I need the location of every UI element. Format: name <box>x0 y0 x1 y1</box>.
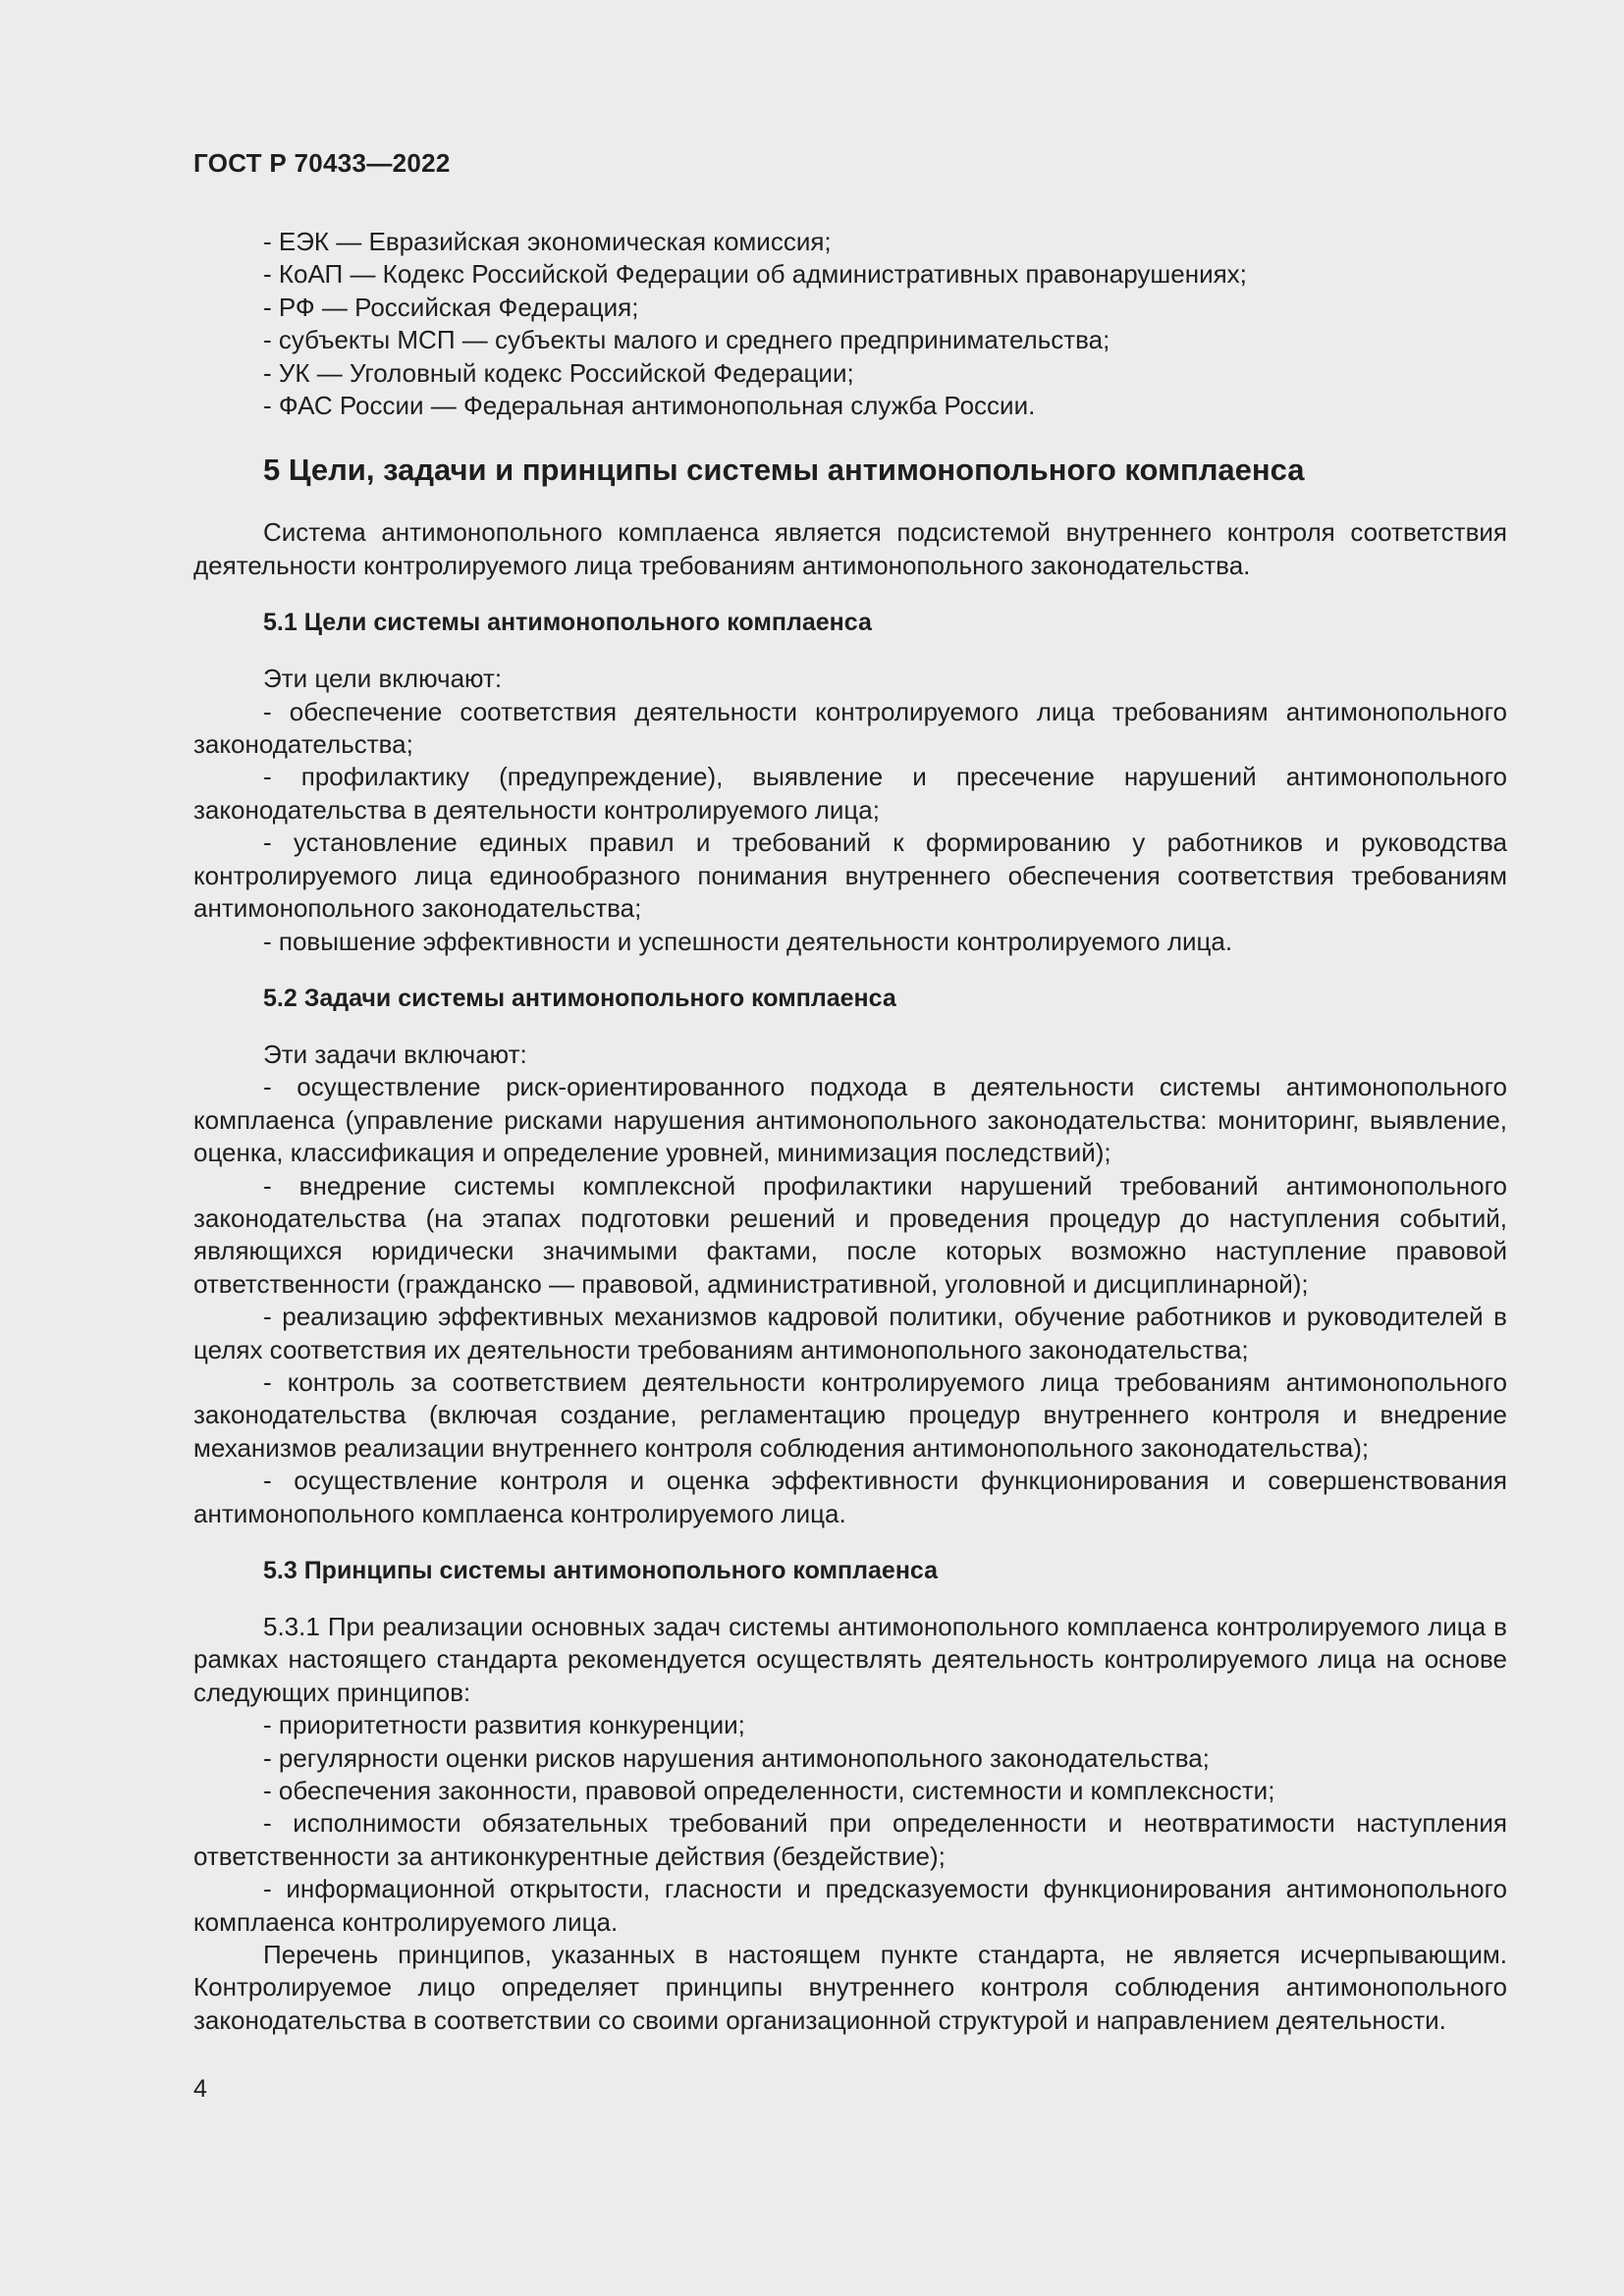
section-5-2-heading: 5.2 Задачи системы антимонопольного комплаенса <box>263 984 896 1012</box>
principle-item: - обеспечения законности, правовой определенности, системности и комплексности; <box>263 1776 1275 1806</box>
goal-item: - обеспечение соответствия деятельности контролируемого лица требованиям антимонопольного законодательства; <box>193 696 1507 760</box>
goal-item: - повышение эффективности и успешности деятельности контролируемого лица. <box>263 926 1233 956</box>
abbreviation-item: - ЕЭК — Евразийская экономическая комиссия; <box>263 227 832 256</box>
section-5-3-closing-paragraph: Перечень принципов, указанных в настоящем пункте стандарта, не является исчерпывающим. Контролируемое лицо определяет принципы внутреннего контроля соблюдения антимонопольного законодательства в соответствии со своими организационной структурой и направлением деятельности. <box>193 1940 1507 2035</box>
abbreviation-item: - РФ — Российская Федерация; <box>263 292 639 322</box>
section-5-2-lead: Эти задачи включают: <box>263 1039 527 1069</box>
principle-item: - исполнимости обязательных требований при определенности и неотвратимости наступления ответственности за антиконкурентные действия (бездействие); <box>193 1808 1507 1871</box>
page-content <box>193 226 1507 2037</box>
abbreviation-item: - субъекты МСП — субъекты малого и среднего предпринимательства; <box>263 325 1110 355</box>
goal-item: - установление единых правил и требований к формированию у работников и руководства контролируемого лица единообразного понимания внутреннего обеспечения соответствия требованиям антимонопольного законодательства; <box>193 828 1507 924</box>
goal-item: - профилактику (предупреждение), выявление и пресечение нарушений антимонопольного законодательства в деятельности контролируемого лица; <box>193 762 1507 825</box>
section-5-3-heading: 5.3 Принципы системы антимонопольного комплаенса <box>263 1557 939 1584</box>
section-5-intro: Система антимонопольного комплаенса является подсистемой внутреннего контроля соответствия деятельности контролируемого лица требованиям антимонопольного законодательства. <box>193 517 1507 580</box>
abbreviations-list <box>193 226 1507 422</box>
section-5-1-lead: Эти цели включают: <box>263 664 503 694</box>
section-5-heading: 5 Цели, задачи и принципы системы антимонопольного комплаенса <box>263 453 1305 488</box>
section-5-1-heading: 5.1 Цели системы антимонопольного комплаенса <box>263 609 872 637</box>
task-item: - осуществление контроля и оценка эффективности функционирования и совершенствования антимонопольного комплаенса контролируемого лица. <box>193 1466 1507 1528</box>
task-item: - внедрение системы комплексной профилактики нарушений требований антимонопольного законодательства (на этапах подготовки решений и проведения процедур до наступления событий, являющихся юридически значимыми фактами, после которых возможно наступление правовой ответственности (гражданско — правовой, административной, уголовной и дисциплинарной); <box>193 1170 1507 1299</box>
principle-item: - информационной открытости, гласности и предсказуемости функционирования антимонопольного комплаенса контролируемого лица. <box>193 1874 1507 1937</box>
principle-item: - приоритетности развития конкуренции; <box>263 1710 745 1740</box>
abbreviation-item: - КоАП — Кодекс Российской Федерации об административных правонарушениях; <box>263 259 1247 290</box>
task-item: - контроль за соответствием деятельности контролируемого лица требованиям антимонопольного законодательства (включая создание, регламентацию процедур внутреннего контроля и внедрение механизмов реализации внутреннего контроля соблюдения антимонопольного законодательства); <box>193 1366 1507 1463</box>
document-code-header: ГОСТ Р 70433—2022 <box>193 148 451 178</box>
abbreviation-item: - УК — Уголовный кодекс Российской Федерации; <box>263 357 854 388</box>
section-5-3-1-paragraph: 5.3.1 При реализации основных задач системы антимонопольного комплаенса контролируемого лица в рамках настоящего стандарта рекомендуется осуществлять деятельность контролируемого лица на основе следующих принципов: <box>193 1612 1507 1707</box>
principle-item: - регулярности оценки рисков нарушения антимонопольного законодательства; <box>263 1742 1210 1773</box>
task-item: - реализацию эффективных механизмов кадровой политики, обучение работников и руководителей в целях соответствия их деятельности требованиям антимонопольного законодательства; <box>193 1302 1507 1364</box>
abbreviation-item: - ФАС России — Федеральная антимонопольная служба России. <box>263 391 1036 421</box>
task-item: - осуществление риск-ориентированного подхода в деятельности системы антимонопольного комплаенса (управление рисками нарушения антимонопольного законодательства: мониторинг, выявление, оценка, классификация и определение уровней, минимизация последствий); <box>193 1072 1507 1168</box>
page-number: 4 <box>193 2075 207 2103</box>
